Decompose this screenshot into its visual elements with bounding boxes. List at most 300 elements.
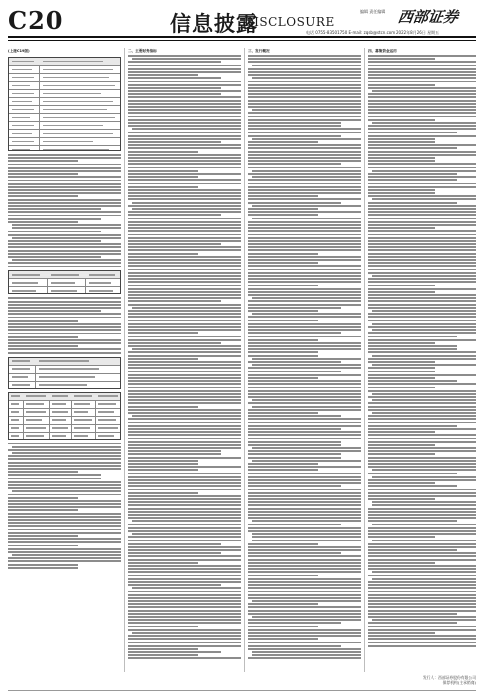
text-line	[368, 351, 476, 353]
text-line	[368, 336, 457, 338]
text-line	[128, 243, 221, 245]
text-line	[252, 654, 361, 656]
text-line	[128, 571, 241, 573]
text-line	[128, 345, 241, 347]
text-line	[128, 654, 198, 656]
text-line	[368, 109, 476, 111]
text-line	[8, 317, 121, 319]
page-number: C20	[8, 6, 64, 35]
text-line	[368, 269, 476, 271]
text-line	[128, 294, 241, 296]
text-line	[8, 352, 121, 354]
text-line	[128, 116, 241, 118]
text-line	[128, 603, 241, 605]
text-line	[128, 135, 241, 137]
text-column-1	[8, 48, 121, 672]
text-line	[248, 227, 361, 229]
text-line	[248, 361, 341, 363]
text-line	[132, 533, 241, 535]
text-line	[248, 565, 361, 567]
text-line	[248, 186, 361, 188]
text-line	[372, 329, 476, 331]
text-line	[12, 490, 121, 492]
text-line	[128, 473, 241, 475]
text-line	[368, 151, 476, 153]
text-line	[128, 234, 241, 236]
text-line	[368, 208, 476, 210]
text-line	[252, 109, 361, 111]
text-line	[248, 125, 341, 127]
text-line	[368, 316, 476, 318]
text-line	[248, 409, 361, 411]
text-line	[248, 272, 361, 274]
text-line	[248, 594, 361, 596]
text-line	[252, 138, 361, 140]
text-line	[248, 632, 361, 634]
text-line	[252, 170, 361, 172]
text-line	[248, 371, 341, 373]
text-line	[128, 511, 241, 513]
text-line	[128, 412, 241, 414]
text-line	[128, 170, 198, 172]
text-line	[248, 90, 361, 92]
text-line	[8, 465, 121, 467]
text-line	[248, 265, 361, 267]
text-line	[128, 68, 241, 70]
text-line	[248, 457, 341, 459]
text-line	[368, 237, 476, 239]
text-line	[128, 332, 198, 334]
text-line	[368, 460, 476, 462]
text-line	[128, 186, 198, 188]
text-line	[368, 135, 476, 137]
text-line	[132, 128, 241, 130]
text-line	[128, 367, 241, 369]
text-line	[8, 468, 121, 470]
text-line	[248, 367, 361, 369]
article-heading: 四、募集资金运用	[368, 49, 397, 53]
text-line	[8, 500, 121, 502]
text-line	[128, 173, 241, 175]
text-line	[8, 154, 121, 156]
text-line	[132, 208, 241, 210]
text-line	[8, 176, 121, 178]
text-line	[128, 285, 241, 287]
text-line	[8, 250, 121, 252]
text-line	[368, 100, 476, 102]
text-line	[128, 329, 241, 331]
text-line	[248, 323, 361, 325]
text-line	[372, 90, 476, 92]
text-line	[368, 358, 476, 360]
column-divider	[364, 48, 365, 672]
text-line	[8, 497, 78, 499]
text-line	[8, 186, 121, 188]
text-line	[368, 179, 457, 181]
text-line	[248, 249, 361, 251]
text-line	[248, 214, 318, 216]
text-line	[368, 473, 457, 475]
text-line	[248, 591, 361, 593]
text-line	[8, 310, 101, 312]
text-line	[8, 164, 121, 166]
text-line	[248, 383, 361, 385]
text-line	[128, 549, 241, 551]
text-line	[128, 555, 241, 557]
text-line	[8, 487, 121, 489]
text-line	[8, 205, 121, 207]
text-line	[128, 559, 241, 561]
text-line	[128, 393, 241, 395]
text-line	[368, 610, 476, 612]
text-line	[248, 342, 361, 344]
text-line	[368, 418, 476, 420]
text-line	[248, 294, 361, 296]
text-line	[248, 638, 318, 640]
text-line	[128, 189, 241, 191]
text-line	[368, 294, 476, 296]
text-line	[248, 501, 361, 503]
column-divider	[244, 48, 245, 672]
text-line	[248, 246, 361, 248]
text-line	[368, 234, 476, 236]
text-line	[8, 548, 121, 550]
text-line	[128, 619, 241, 621]
text-line	[248, 259, 361, 261]
body-text	[368, 55, 476, 647]
data-table	[8, 270, 121, 294]
text-line	[368, 84, 435, 86]
text-line	[128, 81, 241, 83]
text-line	[128, 425, 241, 427]
text-line	[368, 594, 476, 596]
text-line	[128, 176, 198, 178]
text-line	[372, 504, 476, 506]
text-line	[368, 326, 476, 328]
text-line	[368, 71, 476, 73]
text-line	[248, 336, 361, 338]
text-line	[368, 498, 435, 500]
text-column-4	[368, 48, 476, 672]
text-line	[248, 348, 361, 350]
text-line	[128, 447, 241, 449]
text-line	[248, 221, 361, 223]
text-line	[128, 508, 241, 510]
text-line	[8, 478, 101, 480]
text-line	[128, 74, 198, 76]
text-line	[248, 81, 361, 83]
text-line	[248, 285, 318, 287]
text-line	[368, 530, 476, 532]
text-line	[248, 332, 341, 334]
text-line	[128, 434, 241, 436]
text-line	[128, 103, 241, 105]
text-line	[8, 564, 78, 566]
text-line	[252, 406, 361, 408]
text-line	[128, 482, 241, 484]
text-line	[128, 84, 241, 86]
text-line	[368, 256, 476, 258]
text-line	[128, 517, 241, 519]
text-line	[248, 485, 341, 487]
text-line	[252, 297, 361, 299]
text-line	[248, 112, 361, 114]
text-line	[128, 428, 241, 430]
text-line	[128, 635, 241, 637]
text-line	[368, 87, 476, 89]
text-line	[128, 450, 221, 452]
text-line	[368, 377, 435, 379]
text-line	[368, 214, 476, 216]
text-column-2	[128, 48, 241, 672]
text-line	[8, 471, 78, 473]
text-line	[8, 545, 78, 547]
text-line	[8, 246, 121, 248]
text-line	[8, 535, 78, 537]
text-line	[252, 313, 361, 315]
text-line	[248, 234, 361, 236]
text-line	[372, 619, 476, 621]
text-line	[248, 482, 361, 484]
text-line	[128, 364, 241, 366]
text-line	[248, 568, 361, 570]
text-line	[368, 629, 476, 631]
text-line	[8, 484, 121, 486]
text-line	[128, 112, 241, 114]
text-line	[248, 316, 361, 318]
text-line	[248, 58, 361, 60]
text-line	[128, 540, 241, 542]
text-line	[368, 304, 476, 306]
text-line	[368, 189, 435, 191]
text-line	[368, 390, 476, 392]
text-line	[248, 103, 361, 105]
text-line	[8, 320, 78, 322]
text-line	[252, 460, 361, 462]
text-line	[128, 313, 241, 315]
text-line	[8, 266, 121, 268]
text-line	[8, 474, 101, 476]
text-line	[248, 466, 361, 468]
text-line	[128, 246, 241, 248]
text-line	[128, 230, 241, 232]
text-line	[372, 524, 476, 526]
text-line	[248, 119, 361, 121]
text-line	[368, 645, 476, 647]
text-line	[128, 504, 241, 506]
text-line	[368, 77, 476, 79]
text-line	[368, 125, 476, 127]
text-line	[248, 657, 361, 659]
text-line	[368, 144, 476, 146]
text-line	[248, 492, 361, 494]
text-line	[368, 154, 476, 156]
text-line	[248, 428, 341, 430]
text-line	[368, 61, 476, 63]
body-text	[8, 297, 121, 353]
text-line	[128, 77, 221, 79]
text-line	[368, 428, 476, 430]
editor-credit: 编辑 责任编辑	[360, 9, 386, 14]
text-line	[128, 323, 241, 325]
text-line	[368, 565, 476, 567]
text-line	[128, 183, 241, 185]
text-line	[248, 431, 361, 433]
text-line	[8, 494, 121, 496]
text-line	[8, 522, 121, 524]
text-line	[368, 163, 476, 165]
text-line	[368, 632, 435, 634]
text-line	[248, 418, 361, 420]
text-line	[132, 202, 241, 204]
text-line	[248, 329, 361, 331]
text-line	[128, 147, 241, 149]
text-line	[248, 307, 341, 309]
text-line	[128, 396, 241, 398]
text-line	[368, 186, 476, 188]
text-line	[248, 450, 361, 452]
text-line	[252, 364, 361, 366]
header-rule-thin	[8, 40, 476, 41]
text-line	[8, 455, 121, 457]
text-line	[128, 275, 241, 277]
text-line	[368, 138, 435, 140]
text-line	[8, 170, 121, 172]
article-heading: 三、发行概况	[248, 49, 270, 53]
text-line	[128, 256, 241, 258]
text-line	[368, 74, 476, 76]
text-line	[128, 374, 241, 376]
text-line	[368, 65, 476, 67]
text-line	[248, 546, 361, 548]
text-line	[248, 543, 318, 545]
text-line	[128, 160, 241, 162]
text-line	[368, 447, 476, 449]
text-line	[8, 506, 121, 508]
text-line	[368, 160, 435, 162]
text-line	[368, 300, 476, 302]
text-line	[248, 157, 361, 159]
text-line	[368, 450, 476, 452]
text-line	[368, 422, 476, 424]
text-line	[248, 629, 361, 631]
text-line	[8, 509, 78, 511]
text-line	[128, 65, 241, 67]
text-line	[368, 489, 476, 491]
text-line	[368, 626, 476, 628]
text-line	[368, 176, 476, 178]
text-line	[12, 227, 121, 229]
footer-line: 保荐机构(主承销商)	[442, 680, 476, 685]
text-line	[368, 246, 476, 248]
text-line	[248, 253, 318, 255]
text-line	[368, 584, 476, 586]
text-column-3	[248, 48, 361, 672]
text-line	[248, 619, 361, 621]
text-line	[368, 147, 457, 149]
text-line	[368, 128, 476, 130]
text-line	[128, 594, 241, 596]
text-line	[248, 230, 361, 232]
text-line	[8, 160, 78, 162]
text-line	[368, 415, 476, 417]
text-line	[368, 371, 435, 373]
text-line	[128, 536, 241, 538]
text-line	[248, 339, 318, 341]
text-line	[128, 575, 241, 577]
text-line	[128, 278, 241, 280]
text-line	[248, 463, 318, 465]
text-line	[128, 622, 241, 624]
text-line	[248, 377, 318, 379]
text-line	[368, 249, 476, 251]
text-line	[128, 380, 241, 382]
text-line	[368, 106, 476, 108]
text-line	[128, 578, 241, 580]
text-line	[368, 434, 476, 436]
text-line	[128, 657, 241, 659]
text-line	[248, 291, 361, 293]
text-line	[368, 406, 476, 408]
text-line	[128, 224, 241, 226]
text-line	[368, 224, 476, 226]
text-line	[248, 606, 361, 608]
text-line	[128, 638, 241, 640]
text-line	[368, 55, 476, 57]
text-line	[368, 383, 476, 385]
text-line	[128, 132, 241, 134]
text-line	[128, 479, 241, 481]
text-line	[248, 648, 361, 650]
text-line	[128, 613, 241, 615]
text-line	[248, 151, 361, 153]
text-line	[368, 431, 435, 433]
text-line	[368, 211, 476, 213]
text-line	[8, 481, 121, 483]
page-footer	[396, 675, 476, 685]
text-line	[8, 180, 121, 182]
text-line	[248, 524, 341, 526]
text-line	[128, 249, 241, 251]
text-line	[248, 179, 361, 181]
text-line	[8, 567, 78, 569]
text-line	[248, 154, 361, 156]
text-line	[248, 189, 361, 191]
text-line	[8, 215, 121, 217]
text-line	[368, 514, 476, 516]
text-line	[8, 336, 78, 338]
text-line	[368, 444, 435, 446]
text-line	[8, 199, 121, 201]
text-line	[128, 476, 241, 478]
text-line	[128, 141, 221, 143]
text-line	[248, 240, 361, 242]
text-line	[368, 205, 476, 207]
text-line	[128, 597, 241, 599]
text-line	[8, 307, 121, 309]
text-line	[128, 351, 241, 353]
text-line	[248, 211, 361, 213]
text-line	[368, 409, 476, 411]
text-line	[368, 288, 476, 290]
text-line	[8, 342, 121, 344]
text-line	[372, 399, 476, 401]
text-line	[128, 326, 241, 328]
text-line	[8, 313, 121, 315]
text-line	[8, 551, 121, 553]
text-line	[248, 476, 361, 478]
text-line	[368, 555, 476, 557]
